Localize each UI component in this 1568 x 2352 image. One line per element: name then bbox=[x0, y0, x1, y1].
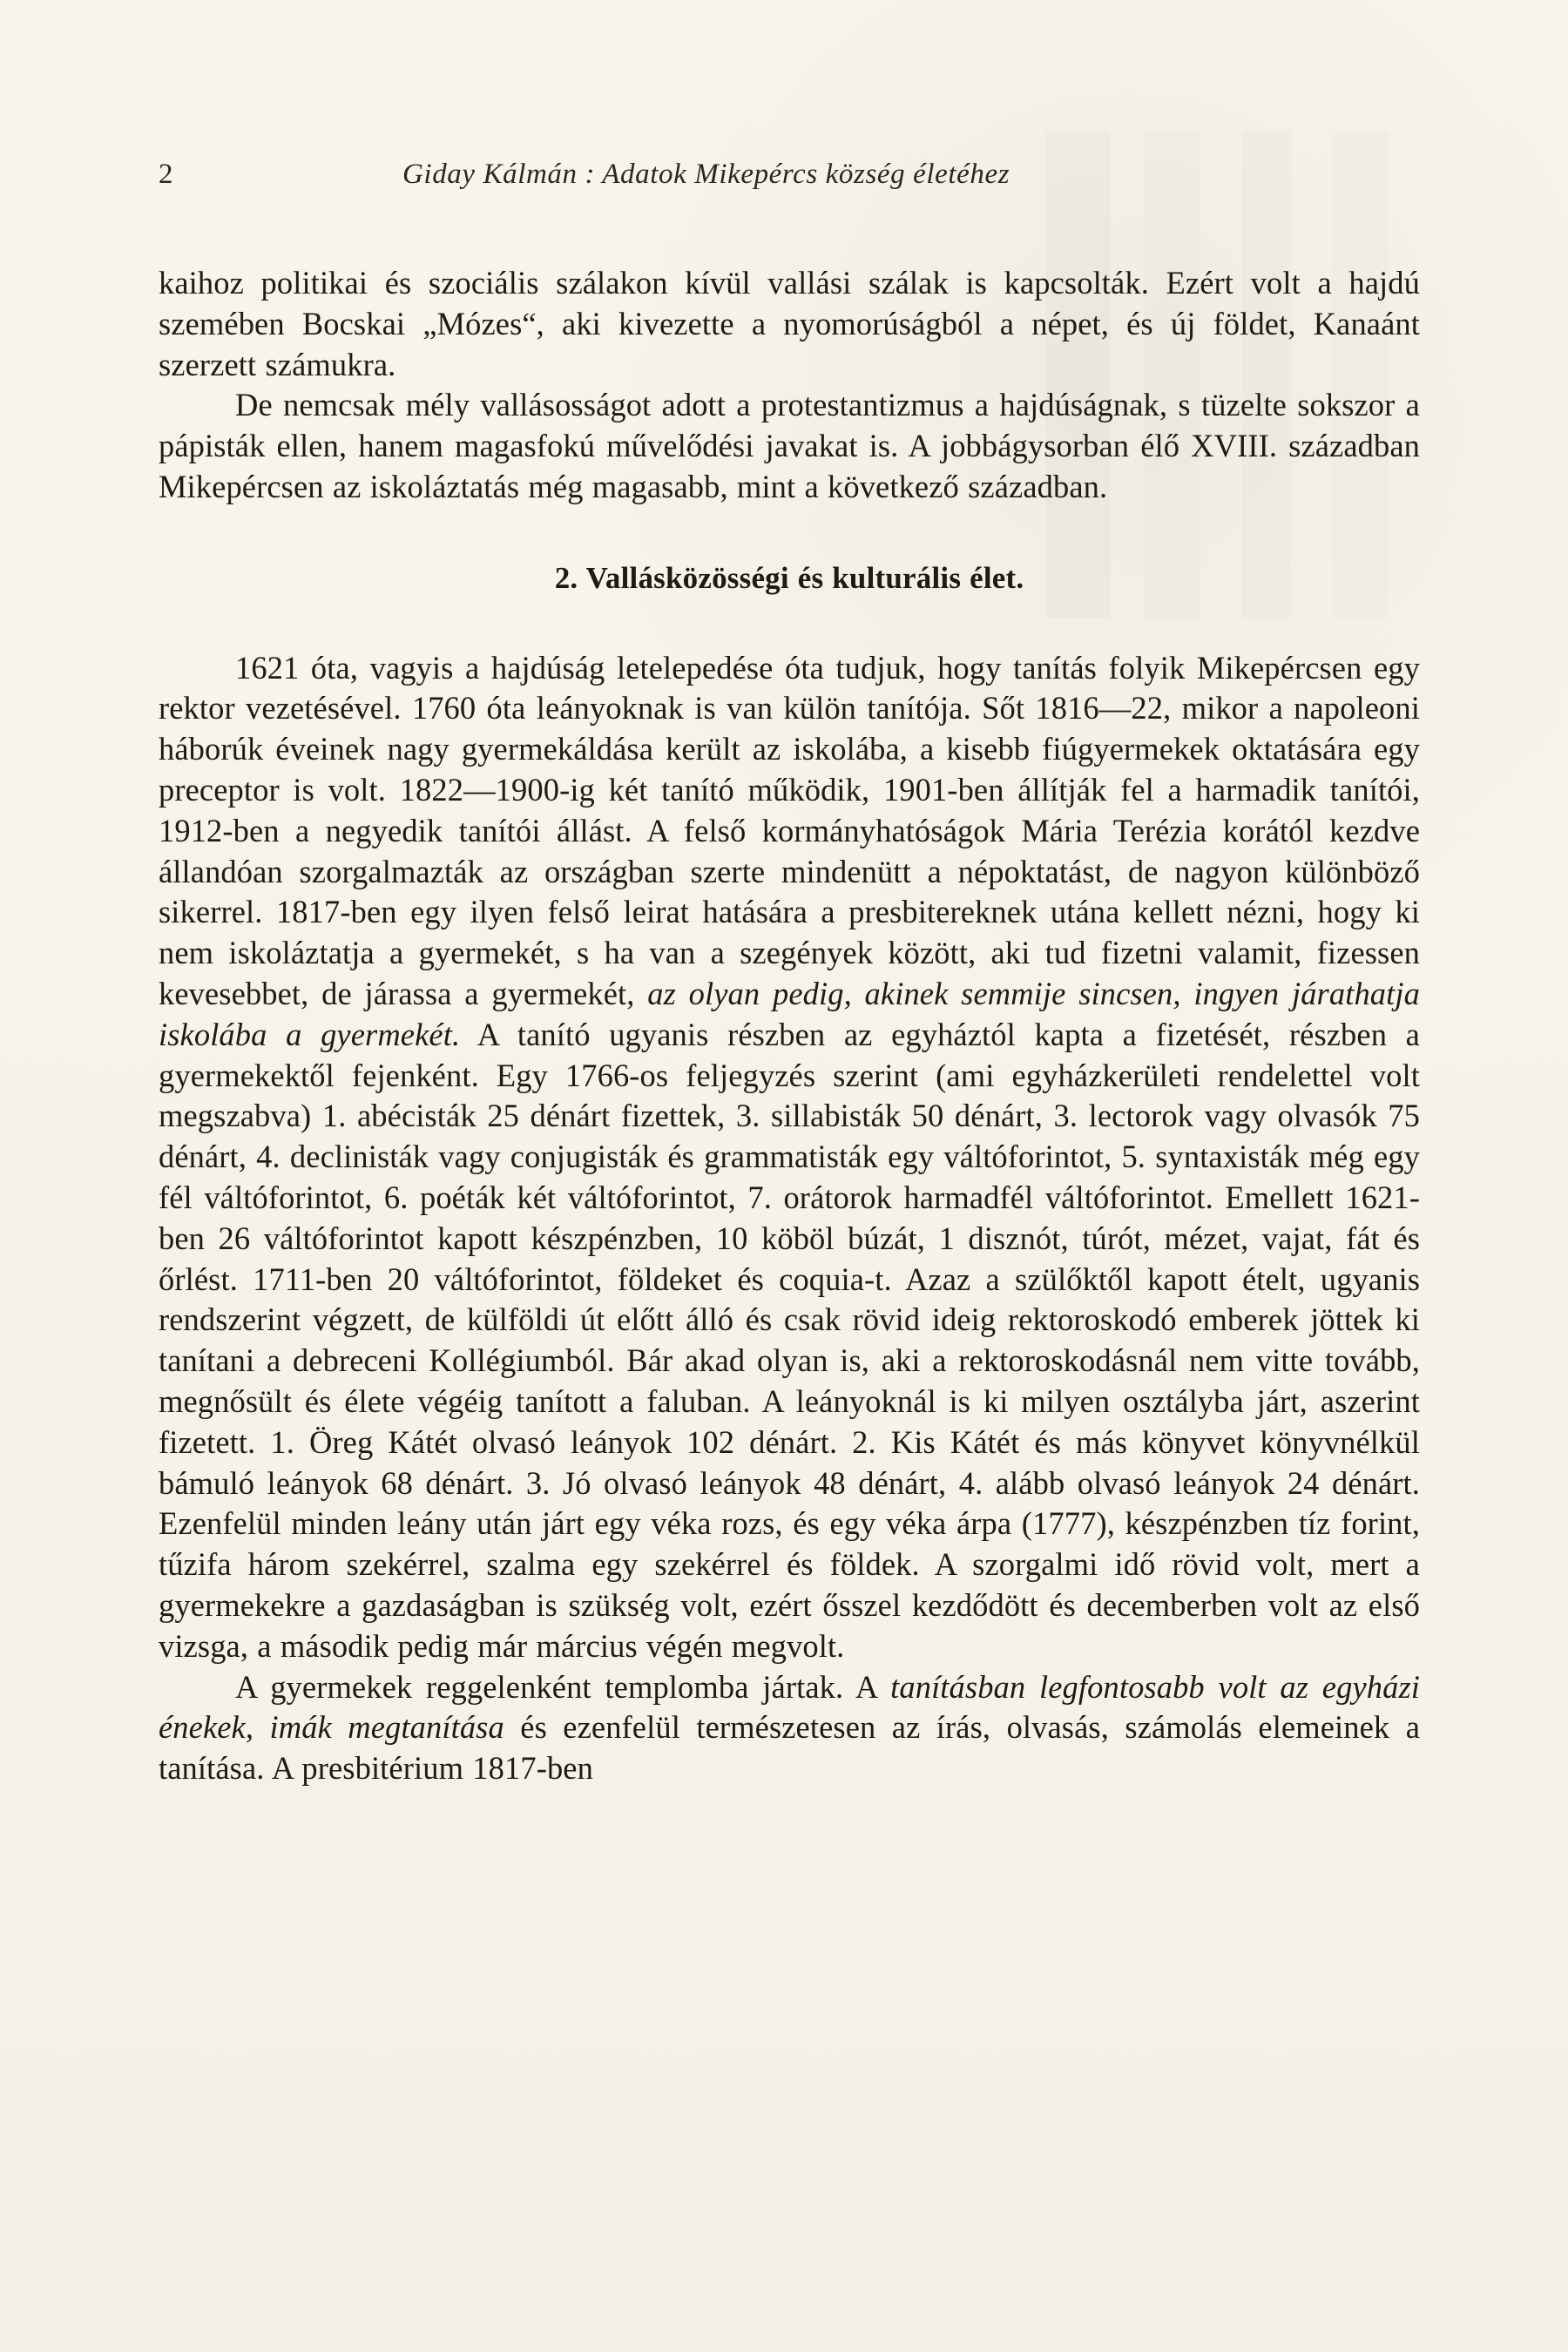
paragraph-1: kaihoz politikai és szociális szálakon kívül vallási szálak is kapcsolták. Ezért volt a hajdú szemében Bocskai „Mózes“, aki kivezette a nyomorúságból a népet, és új földet, Kanaánt szerzett számukra. bbox=[159, 265, 1420, 382]
running-head bbox=[159, 148, 1422, 200]
paragraph-4-part-2: és ezenfelül természetesen az írás, olvasás, számolás elemeinek a tanítása. A presbitérium 1817-ben bbox=[159, 1709, 1420, 1787]
section-title-text: 2. Vallásközösségi és kulturális élet. bbox=[554, 560, 1024, 595]
paragraph-4-italic-1: tanításban legfontosabb volt az egyházi énekek, imák megtanítása bbox=[159, 1668, 1420, 1746]
paragraph-3-part-2: A tanító ugyanis részben az egyháztól kapta a fizetését, részben a gyermekektől fejenként. Egy 1766-os feljegyzés szerint (ami egyházkerületi rendelettel volt megszabva) 1. abécisták 25 dénárt fizettek, 3. sillabisták 50 dénárt, 3. lectorok vagy olvasók 75 dénárt, 4. declinisták vagy conjugisták és grammatisták egy váltóforintot, 5. syntaxisták még egy fél váltóforintot, 6. poéták két váltóforintot, 7. orátorok harmadfél váltóforintot. Emellett 1621-ben 26 váltóforintot kapott készpénzben, 10 köböl búzát, 1 disznót, túrót, mézet, vajat, fát és őrlést. 1711-ben 20 váltóforintot, földeket és coquia-t. Azaz a szülőktől kapott ételt, ugyanis rendszerint végzett, de külföldi út előtt álló és csak rövid ideig rektoroskodó emberek jöttek ki tanítani a debreceni Kollégiumból. Bár akad olyan is, aki a rektoroskodásnál nem vitte tovább, megnősült és élete végéig tanított a faluban. A leányoknál is ki milyen osztályba járt, aszerint fizetett. 1. Öreg Kátét olvasó leányok 102 dénárt. 2. Kis Kátét és más könyvet könyvnélkül bámuló leányok 68 dénárt. 3. Jó olvasó leányok 48 dénárt, 4. alább olvasó leányok 24 dénárt. Ezenfelül minden leány után járt egy véka rozs, és egy véka árpa (1777), készpénzben tíz forint, tűzifa három szekérrel, szalma egy szekérrel és földek. A szorgalmi idő rövid volt, mert a gyermekekre a gazdaságban is szükség volt, ezért ősszel kezdődött és decemberben volt az első vizsga, a második pedig már március végén megvolt. bbox=[159, 1016, 1420, 1664]
main-text-block bbox=[159, 263, 1420, 1789]
paragraph-3-part-1: 1621 óta, vagyis a hajdúság letelepedése óta tudjuk, hogy tanítás folyik Mikepércsen egy rektor vezetésével. 1760 óta leányoknak is van külön tanítója. Sőt 1816—22, mikor a napoleoni háborúk éveinek nagy gyermekáldása került az iskolába, a kisebb fiúgyermekek oktatására egy preceptor is volt. 1822—1900-ig két tanító működik, 1901-ben állítják fel a harmadik tanítói, 1912-ben a negyedik tanítói állást. A felső kormányhatóságok Mária Terézia korától kezdve állandóan szorgalmazták az országban szerte mindenütt a népoktatást, de nagyon különböző sikerrel. 1817-ben egy ilyen felső leirat hatására a presbitereknek utána kellett nézni, hogy ki nem iskoláztatja a gyermekét, s ha van a szegények között, aki tud fizetni valamit, fizessen kevesebbet, de járassa a gyermekét, bbox=[159, 649, 1420, 1011]
page-number: 2 bbox=[159, 159, 173, 190]
running-head-title: Giday Kálmán : Adatok Mikepércs község életéhez bbox=[402, 159, 1010, 190]
paragraph-2: De nemcsak mély vallásosságot adott a protestantizmus a hajdúságnak, s tüzelte sokszor a pápisták ellen, hanem magasfokú művelődési javakat is. A jobbágysorban élő XVIII. században Mikepércsen az iskoláztatás még magasabb, mint a következő században. bbox=[159, 387, 1420, 504]
paragraph-4-part-1: A gyermekek reggelenként templomba jártak. A bbox=[235, 1668, 877, 1705]
paragraph-3 bbox=[159, 648, 1420, 1667]
section-title bbox=[159, 558, 1420, 599]
paragraph-3-italic-1: az olyan pedig, akinek semmije sincsen, ingyen járathatja iskolába a gyermekét. bbox=[159, 975, 1420, 1052]
paragraph-4 bbox=[159, 1667, 1420, 1789]
